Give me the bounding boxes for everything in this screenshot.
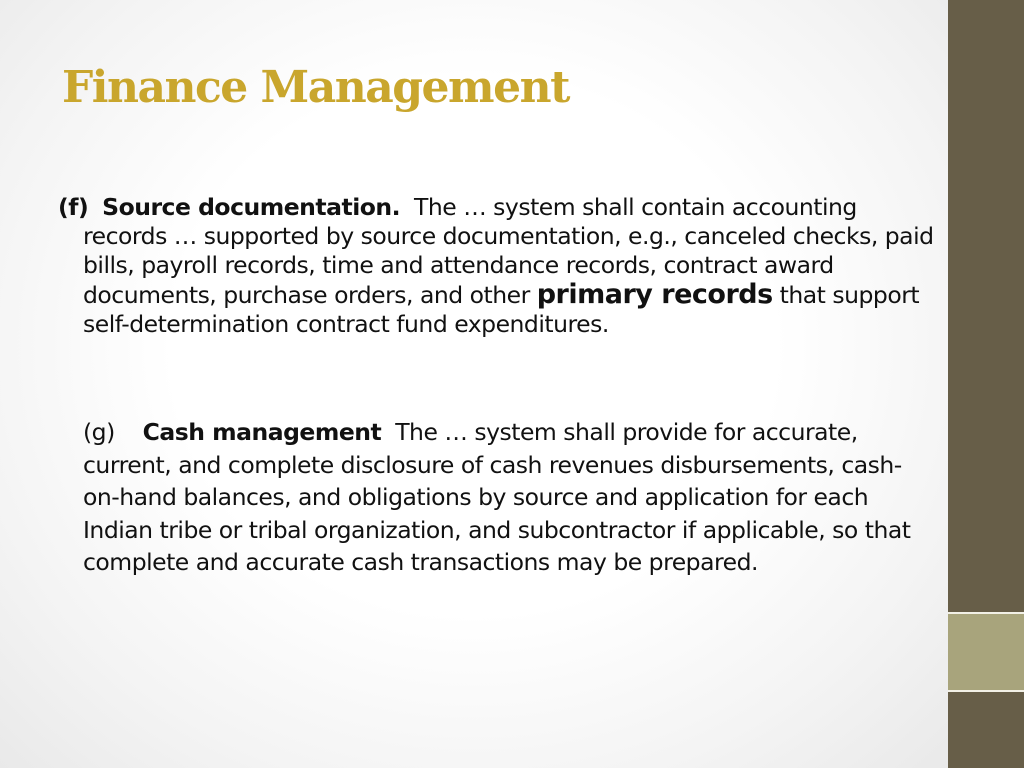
paragraph-g-heading: Cash management <box>142 418 382 446</box>
side-divider-top <box>948 612 1024 614</box>
paragraph-f <box>58 193 943 339</box>
side-accent-block <box>948 614 1024 690</box>
paragraph-f-heading: Source documentation. <box>102 193 401 221</box>
paragraph-f-marker: (f) <box>58 193 89 221</box>
side-divider-bottom <box>948 690 1024 692</box>
paragraph-f-text-2: that support self-determination contract fund expenditures. <box>83 281 920 338</box>
paragraph-g-text: The … system shall provide for accurate, current, and complete disclosure of cash revenues disbursements, cash-on-hand balances, and obligations by source and application for each Indian tribe or tribal organization, and subcontractor if applicable, so that complete and accurate cash transactions may be prepared. <box>83 418 911 576</box>
slide-title: Finance Management <box>62 62 569 113</box>
paragraph-g <box>83 416 913 579</box>
paragraph-f-text-1: The … system shall contain accounting records … supported by source documentation, e.g., canceled checks, paid bills, payroll records, time and attendance records, contract award documents, purchase orders, and other <box>83 193 934 309</box>
paragraph-f-emphasis: primary records <box>536 279 773 310</box>
paragraph-g-marker: (g) <box>83 418 115 446</box>
